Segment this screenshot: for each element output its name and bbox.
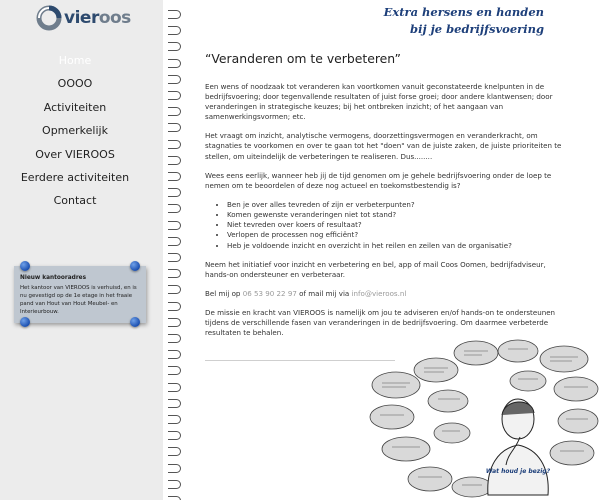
spiral-ring <box>168 318 181 327</box>
nav-item-over-vieroos[interactable]: Over VIEROOS <box>35 147 115 161</box>
pin-icon <box>20 317 30 327</box>
spiral-ring <box>168 431 181 440</box>
illustration-caption: Wat houd je bezig? <box>485 468 551 475</box>
call-prefix: Bel mij op <box>205 288 241 298</box>
spiral-ring <box>168 10 181 19</box>
spiral-ring <box>168 383 181 392</box>
spiral-ring <box>168 269 181 278</box>
thinking-man-illustration <box>368 337 600 500</box>
note-title: Nieuw kantooradres <box>20 275 87 281</box>
spiral-ring <box>168 123 181 132</box>
question-list <box>227 200 565 251</box>
main-content <box>205 50 565 348</box>
spiral-binding <box>165 0 185 500</box>
pin-icon <box>20 261 30 271</box>
list-item: • Verlopen de processen nog efficiënt? <box>227 230 565 240</box>
divider <box>205 360 395 361</box>
spiral-ring <box>168 237 181 246</box>
header-banner <box>369 4 544 37</box>
nav-item-activiteiten[interactable]: Activiteiten <box>43 100 107 114</box>
nav-item-eerdere-activiteiten[interactable]: Eerdere activiteiten <box>20 170 130 184</box>
spiral-ring <box>168 334 181 343</box>
contact-line <box>205 289 565 299</box>
spiral-ring <box>168 172 181 181</box>
paragraph-4: Neem het initiatief voor inzicht en verbetering en bel, app of mail Coos Oomen, bedrijfadviseur, hands-on ondersteuner en verbeteraar. <box>205 259 546 279</box>
paragraph-2: Het vraagt om inzicht, analytische vermogens, doorzettingsvermogen en veranderkracht, om stagnaties te voorkomen en over te gaan tot het "doen" van de juiste zaken, de juiste prioriteiten te stellen, om uiteindelijk de verbeteringen te realiseren. Dus........ <box>205 131 562 161</box>
spiral-ring <box>168 302 181 311</box>
man-figure-icon <box>488 399 548 495</box>
spiral-ring <box>168 447 181 456</box>
page-title: “Veranderen om te verbeteren” <box>205 51 401 66</box>
phone-link[interactable]: 06 53 90 22 97 <box>242 288 297 298</box>
nav-item-oooo[interactable]: OOOO <box>57 77 93 91</box>
spiral-ring <box>168 42 181 51</box>
nav-item-contact[interactable]: Contact <box>53 194 97 208</box>
news-note <box>14 266 146 323</box>
spiral-ring <box>168 350 181 359</box>
call-middle: of mail mij via <box>299 288 350 298</box>
paragraph-5: De missie en kracht van VIEROOS is namelijk om jou te adviseren en/of hands-on te ondersteunen tijdens de verschillende fasen van veranderingen in de bedrijfsvoering. Om daarmee verbeterde resultaten te behalen. <box>205 308 556 338</box>
paragraph-3: Wees eens eerlijk, wanneer heb jij de tijd genomen om je gehele bedrijfsvoering onder de loep te nemen om te beoordelen of deze nog actueel en toekomstbestendig is? <box>205 170 552 190</box>
spiral-ring <box>168 496 181 500</box>
paragraph-1: Een wens of noodzaak tot veranderen kan voortkomen vanuit geconstateerde knelpunten in de bedrijfsvoering; door tegenvallende resultaten of juist forse groei; door andere klantwensen; door veranderingen in strategische keuzes; bij het ontbreken inzicht; of het aangaan van samenwerkingsvormen; etc. <box>205 81 553 122</box>
spiral-ring <box>168 156 181 165</box>
list-item: • Niet tevreden over koers of resultaat? <box>227 220 565 230</box>
spiral-ring <box>168 480 181 489</box>
banner-line-1: Extra hersens en handen <box>383 5 544 19</box>
logo[interactable] <box>36 4 131 32</box>
banner-line-2: bij je bedrijfsvoering <box>410 21 544 36</box>
spiral-ring <box>168 26 181 35</box>
sidebar <box>0 0 163 500</box>
nav-item-opmerkelijk[interactable]: Opmerkelijk <box>42 124 108 138</box>
thought-clouds-icon <box>370 340 598 497</box>
spiral-ring <box>168 204 181 213</box>
spiral-ring <box>168 253 181 262</box>
spiral-ring <box>168 107 181 116</box>
email-link[interactable]: info@vieroos.nl <box>351 288 407 298</box>
spiral-ring <box>168 366 181 375</box>
spiral-ring <box>168 59 181 68</box>
pin-icon <box>130 261 140 271</box>
spiral-ring <box>168 188 181 197</box>
note-body: Het kantoor van VIEROOS is verhuisd, en is nu gevestigd op de 1e etage in het fraaie pand van Hout van Hout Meubel- en Interieurbouw. <box>20 284 137 316</box>
nav-item-home[interactable]: Home <box>58 54 92 67</box>
spiral-ring <box>168 464 181 473</box>
logo-text: vieroos <box>64 8 131 28</box>
spiral-ring <box>168 399 181 408</box>
main-nav <box>0 49 150 213</box>
logo-mark-icon <box>36 5 62 31</box>
spiral-ring <box>168 140 181 149</box>
spiral-ring <box>168 75 181 84</box>
pin-icon <box>130 317 140 327</box>
spiral-ring <box>168 91 181 100</box>
spiral-ring <box>168 221 181 230</box>
spiral-ring <box>168 285 181 294</box>
spiral-ring <box>168 415 181 424</box>
list-item: • Ben je over alles tevreden of zijn er verbeterpunten? <box>227 200 565 210</box>
list-item: • Komen gewenste veranderingen niet tot stand? <box>227 210 565 220</box>
list-item: • Heb je voldoende inzicht en overzicht in het reilen en zeilen van de organisatie? <box>227 241 565 251</box>
